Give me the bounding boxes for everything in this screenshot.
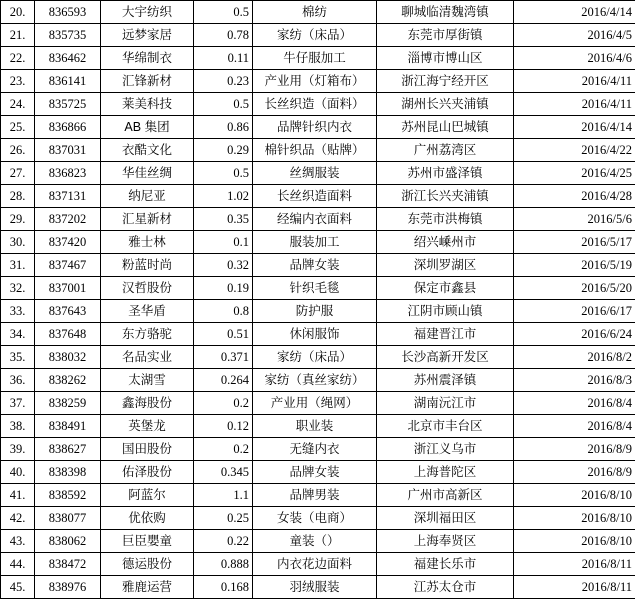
cell-loc: 绍兴嵊州市 <box>377 231 514 254</box>
cell-num: 0.51 <box>194 323 253 346</box>
cell-code: 838032 <box>35 346 101 369</box>
cell-name: 阿蓝尔 <box>101 484 194 507</box>
cell-idx: 32. <box>1 277 35 300</box>
cell-date: 2016/8/2 <box>514 346 635 369</box>
cell-name: 德运股份 <box>101 553 194 576</box>
table-row <box>1 346 635 369</box>
cell-name: 鑫海股份 <box>101 392 194 415</box>
table-row <box>1 24 635 47</box>
cell-loc: 保定市鑫县 <box>377 277 514 300</box>
cell-biz: 丝绸服装 <box>253 162 377 185</box>
cell-idx: 36. <box>1 369 35 392</box>
cell-name: 优依购 <box>101 507 194 530</box>
cell-biz: 针织毛毯 <box>253 277 377 300</box>
cell-date: 2016/4/11 <box>514 70 635 93</box>
cell-code: 837202 <box>35 208 101 231</box>
cell-idx: 33. <box>1 300 35 323</box>
table-row <box>1 484 635 507</box>
cell-code: 837131 <box>35 185 101 208</box>
cell-loc: 东莞市洪梅镇 <box>377 208 514 231</box>
cell-date: 2016/8/4 <box>514 415 635 438</box>
cell-biz: 家纺（床品） <box>253 346 377 369</box>
cell-name: 雅鹿运营 <box>101 576 194 599</box>
cell-biz: 产业用（绳网） <box>253 392 377 415</box>
cell-code: 837031 <box>35 139 101 162</box>
cell-code: 837648 <box>35 323 101 346</box>
cell-idx: 43. <box>1 530 35 553</box>
cell-date: 2016/5/20 <box>514 277 635 300</box>
cell-loc: 苏州震泽镇 <box>377 369 514 392</box>
table-row <box>1 93 635 116</box>
cell-biz: 服装加工 <box>253 231 377 254</box>
cell-num: 0.19 <box>194 277 253 300</box>
cell-code: 837643 <box>35 300 101 323</box>
cell-biz: 牛仔服加工 <box>253 47 377 70</box>
cell-code: 838398 <box>35 461 101 484</box>
cell-biz: 防护服 <box>253 300 377 323</box>
cell-name: 巨臣嬰童 <box>101 530 194 553</box>
cell-num: 0.345 <box>194 461 253 484</box>
cell-code: 836823 <box>35 162 101 185</box>
cell-loc: 东莞市厚街镇 <box>377 24 514 47</box>
cell-idx: 21. <box>1 24 35 47</box>
cell-biz: 长丝织造（面料） <box>253 93 377 116</box>
cell-loc: 广州市高新区 <box>377 484 514 507</box>
table-row <box>1 300 635 323</box>
cell-name: 圣华盾 <box>101 300 194 323</box>
cell-name: 大宇纺织 <box>101 1 194 24</box>
cell-idx: 30. <box>1 231 35 254</box>
table-row <box>1 323 635 346</box>
cell-num: 0.23 <box>194 70 253 93</box>
cell-code: 836141 <box>35 70 101 93</box>
cell-biz: 长丝织造面料 <box>253 185 377 208</box>
cell-biz: 羽绒服装 <box>253 576 377 599</box>
table-row <box>1 461 635 484</box>
cell-date: 2016/8/10 <box>514 484 635 507</box>
cell-code: 838976 <box>35 576 101 599</box>
cell-code: 837420 <box>35 231 101 254</box>
table-row <box>1 438 635 461</box>
cell-date: 2016/8/3 <box>514 369 635 392</box>
cell-code: 838491 <box>35 415 101 438</box>
cell-loc: 北京市丰台区 <box>377 415 514 438</box>
cell-idx: 38. <box>1 415 35 438</box>
table-row <box>1 1 635 24</box>
cell-biz: 女装（电商） <box>253 507 377 530</box>
cell-num: 0.11 <box>194 47 253 70</box>
cell-num: 0.78 <box>194 24 253 47</box>
cell-idx: 22. <box>1 47 35 70</box>
cell-num: 0.888 <box>194 553 253 576</box>
cell-biz: 棉针织品（贴牌） <box>253 139 377 162</box>
cell-name: 汇星新材 <box>101 208 194 231</box>
cell-loc: 广州荔湾区 <box>377 139 514 162</box>
cell-code: 836866 <box>35 116 101 139</box>
cell-idx: 31. <box>1 254 35 277</box>
cell-num: 0.2 <box>194 438 253 461</box>
cell-code: 838062 <box>35 530 101 553</box>
cell-idx: 29. <box>1 208 35 231</box>
cell-name: 太湖雪 <box>101 369 194 392</box>
cell-loc: 长沙高新开发区 <box>377 346 514 369</box>
cell-name: 英堡龙 <box>101 415 194 438</box>
cell-idx: 23. <box>1 70 35 93</box>
cell-num: 0.25 <box>194 507 253 530</box>
cell-date: 2016/8/10 <box>514 507 635 530</box>
cell-date: 2016/8/11 <box>514 553 635 576</box>
cell-biz: 职业装 <box>253 415 377 438</box>
table-row <box>1 392 635 415</box>
cell-num: 0.32 <box>194 254 253 277</box>
cell-loc: 江阴市顾山镇 <box>377 300 514 323</box>
cell-biz: 经编内衣面料 <box>253 208 377 231</box>
cell-idx: 20. <box>1 1 35 24</box>
cell-biz: 产业用（灯箱布） <box>253 70 377 93</box>
cell-loc: 湖州长兴夹浦镇 <box>377 93 514 116</box>
cell-loc: 浙江义乌市 <box>377 438 514 461</box>
cell-loc: 淄博市博山区 <box>377 47 514 70</box>
cell-date: 2016/4/28 <box>514 185 635 208</box>
cell-date: 2016/5/19 <box>514 254 635 277</box>
cell-name: 华绵制衣 <box>101 47 194 70</box>
cell-loc: 湖南沅江市 <box>377 392 514 415</box>
cell-date: 2016/6/24 <box>514 323 635 346</box>
cell-loc: 福建长乐市 <box>377 553 514 576</box>
cell-date: 2016/4/14 <box>514 116 635 139</box>
cell-idx: 28. <box>1 185 35 208</box>
cell-loc: 苏州市盛泽镇 <box>377 162 514 185</box>
cell-loc: 上海普陀区 <box>377 461 514 484</box>
cell-num: 0.5 <box>194 162 253 185</box>
cell-date: 2016/5/17 <box>514 231 635 254</box>
cell-name: 佑泽股份 <box>101 461 194 484</box>
cell-biz: 休闲服饰 <box>253 323 377 346</box>
cell-name: 东方骆驼 <box>101 323 194 346</box>
table-row <box>1 415 635 438</box>
table-row <box>1 507 635 530</box>
cell-num: 0.371 <box>194 346 253 369</box>
cell-num: 1.02 <box>194 185 253 208</box>
cell-idx: 45. <box>1 576 35 599</box>
cell-date: 2016/4/6 <box>514 47 635 70</box>
cell-date: 2016/8/4 <box>514 392 635 415</box>
cell-code: 838259 <box>35 392 101 415</box>
cell-code: 838262 <box>35 369 101 392</box>
cell-name: 粉蓝时尚 <box>101 254 194 277</box>
cell-biz: 棉纺 <box>253 1 377 24</box>
table-row <box>1 553 635 576</box>
cell-num: 0.2 <box>194 392 253 415</box>
cell-loc: 浙江长兴夹浦镇 <box>377 185 514 208</box>
cell-biz: 品牌男装 <box>253 484 377 507</box>
cell-num: 0.8 <box>194 300 253 323</box>
cell-date: 2016/8/10 <box>514 530 635 553</box>
cell-num: 0.86 <box>194 116 253 139</box>
cell-code: 838472 <box>35 553 101 576</box>
cell-loc: 上海奉贤区 <box>377 530 514 553</box>
cell-idx: 27. <box>1 162 35 185</box>
cell-name: 名品实业 <box>101 346 194 369</box>
table-row <box>1 208 635 231</box>
cell-date: 2016/4/14 <box>514 1 635 24</box>
cell-idx: 34. <box>1 323 35 346</box>
table-row <box>1 185 635 208</box>
cell-num: 0.22 <box>194 530 253 553</box>
cell-num: 0.1 <box>194 231 253 254</box>
cell-name: 华佳丝绸 <box>101 162 194 185</box>
cell-biz: 品牌女装 <box>253 254 377 277</box>
cell-date: 2016/6/17 <box>514 300 635 323</box>
table-row <box>1 162 635 185</box>
cell-idx: 39. <box>1 438 35 461</box>
cell-code: 838077 <box>35 507 101 530</box>
cell-num: 1.1 <box>194 484 253 507</box>
cell-num: 0.29 <box>194 139 253 162</box>
table-row <box>1 47 635 70</box>
cell-date: 2016/5/6 <box>514 208 635 231</box>
cell-idx: 25. <box>1 116 35 139</box>
cell-num: 0.5 <box>194 93 253 116</box>
cell-date: 2016/4/25 <box>514 162 635 185</box>
cell-date: 2016/8/9 <box>514 461 635 484</box>
table-row <box>1 231 635 254</box>
cell-date: 2016/4/22 <box>514 139 635 162</box>
table-row <box>1 139 635 162</box>
cell-name: 雅士林 <box>101 231 194 254</box>
table-row <box>1 277 635 300</box>
cell-loc: 聊城临清魏湾镇 <box>377 1 514 24</box>
cell-idx: 37. <box>1 392 35 415</box>
cell-num: 0.35 <box>194 208 253 231</box>
table-row <box>1 369 635 392</box>
cell-code: 836462 <box>35 47 101 70</box>
table-body <box>1 1 635 599</box>
cell-code: 836593 <box>35 1 101 24</box>
cell-date: 2016/8/11 <box>514 576 635 599</box>
cell-code: 837001 <box>35 277 101 300</box>
table-row <box>1 576 635 599</box>
cell-code: 838592 <box>35 484 101 507</box>
cell-code: 835735 <box>35 24 101 47</box>
cell-loc: 苏州昆山巴城镇 <box>377 116 514 139</box>
cell-loc: 深圳罗湖区 <box>377 254 514 277</box>
cell-code: 835725 <box>35 93 101 116</box>
cell-name: 纳尼亚 <box>101 185 194 208</box>
cell-date: 2016/8/9 <box>514 438 635 461</box>
cell-loc: 江苏太仓市 <box>377 576 514 599</box>
cell-name: 莱美科技 <box>101 93 194 116</box>
cell-name: 汉哲股份 <box>101 277 194 300</box>
cell-idx: 40. <box>1 461 35 484</box>
cell-name: AB 集团 <box>101 116 194 139</box>
cell-idx: 41. <box>1 484 35 507</box>
cell-code: 838627 <box>35 438 101 461</box>
table-row <box>1 530 635 553</box>
cell-code: 837467 <box>35 254 101 277</box>
cell-name: 汇锋新材 <box>101 70 194 93</box>
cell-idx: 42. <box>1 507 35 530</box>
cell-idx: 44. <box>1 553 35 576</box>
cell-biz: 内衣花边面料 <box>253 553 377 576</box>
table-row <box>1 254 635 277</box>
cell-idx: 26. <box>1 139 35 162</box>
cell-date: 2016/4/5 <box>514 24 635 47</box>
cell-name: 远梦家居 <box>101 24 194 47</box>
cell-date: 2016/4/11 <box>514 93 635 116</box>
cell-biz: 品牌针织内衣 <box>253 116 377 139</box>
cell-biz: 家纺（真丝家纺） <box>253 369 377 392</box>
cell-idx: 35. <box>1 346 35 369</box>
table-row <box>1 70 635 93</box>
cell-num: 0.168 <box>194 576 253 599</box>
cell-name: 国田股份 <box>101 438 194 461</box>
cell-name: 衣酷文化 <box>101 139 194 162</box>
cell-num: 0.264 <box>194 369 253 392</box>
cell-loc: 福建晋江市 <box>377 323 514 346</box>
cell-loc: 浙江海宁经开区 <box>377 70 514 93</box>
cell-biz: 无缝内衣 <box>253 438 377 461</box>
cell-idx: 24. <box>1 93 35 116</box>
cell-loc: 深圳福田区 <box>377 507 514 530</box>
table-row <box>1 116 635 139</box>
cell-num: 0.12 <box>194 415 253 438</box>
cell-num: 0.5 <box>194 1 253 24</box>
cell-biz: 家纺（床品） <box>253 24 377 47</box>
cell-biz: 品牌女装 <box>253 461 377 484</box>
cell-biz: 童装（） <box>253 530 377 553</box>
